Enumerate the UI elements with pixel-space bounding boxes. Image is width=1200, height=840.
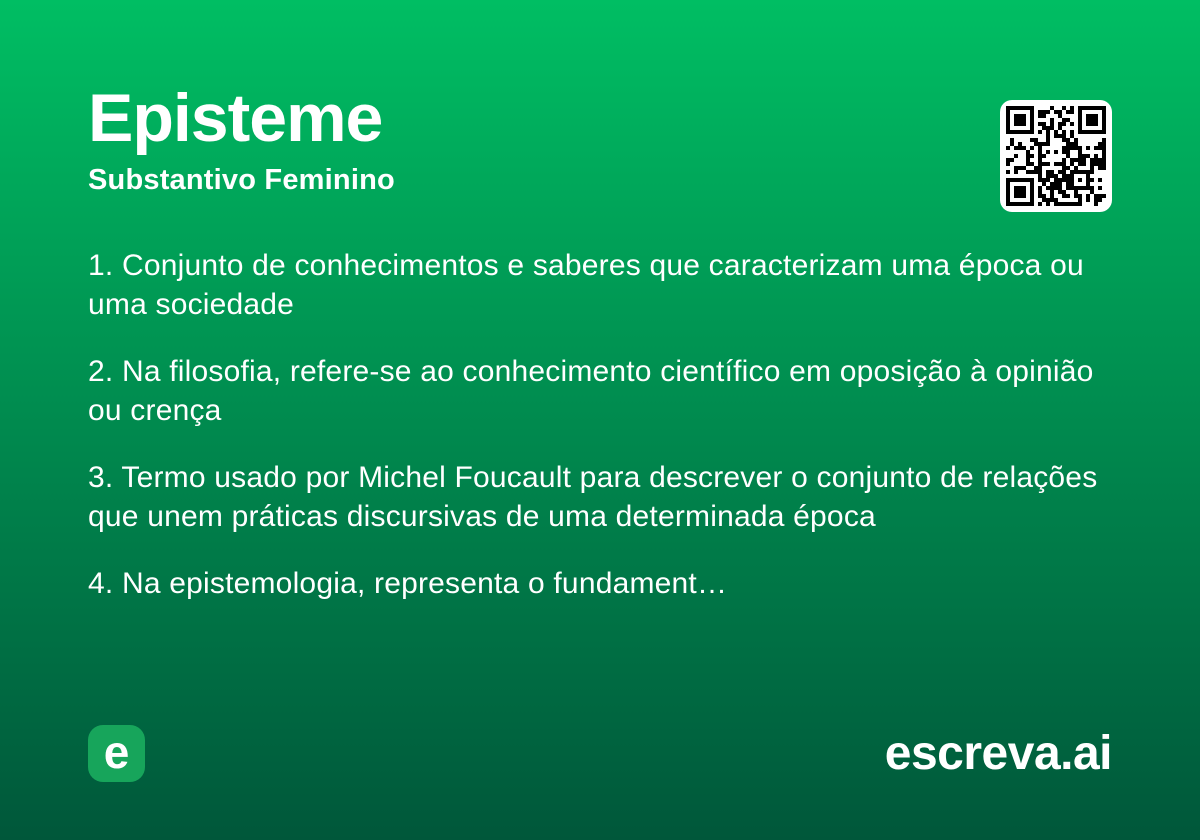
definition-item-4: 4. Na epistemologia, representa o fundament… [88, 567, 728, 600]
definition-item-2: 2. Na filosofia, refere-se ao conhecimento científico em oposição à opinião ou crença [88, 355, 1094, 427]
card-footer [88, 725, 1112, 782]
title-block [88, 80, 395, 197]
definitions-list [88, 246, 1128, 631]
card-header [88, 80, 1112, 212]
definition-item-1: 1. Conjunto de conhecimentos e saberes que caracterizam uma época ou uma sociedade [88, 249, 1084, 321]
logo-letter: e [103, 725, 130, 778]
definition-item-3: 3. Termo usado por Michel Foucault para descrever o conjunto de relações que unem práticas discursivas de uma determinada época [88, 461, 1098, 533]
brand-wordmark: escreva.ai [884, 727, 1112, 780]
qr-code-icon [1000, 100, 1112, 212]
word-title: Episteme [88, 80, 383, 156]
escreva-logo-icon [88, 725, 145, 782]
word-class-subtitle: Substantivo Feminino [88, 164, 395, 196]
